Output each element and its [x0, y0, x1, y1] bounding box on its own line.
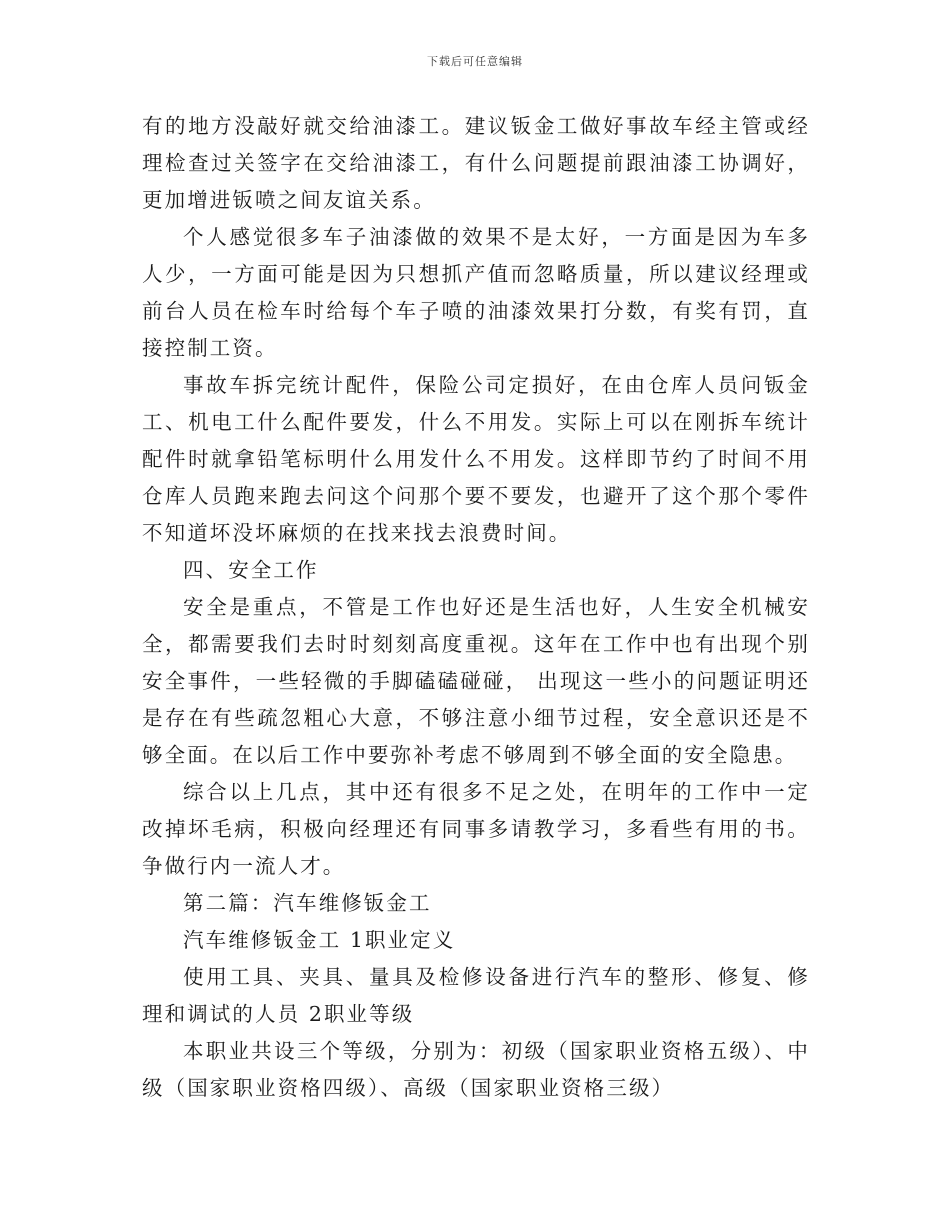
subheading: 汽车维修钣金工 1职业定义: [183, 928, 456, 952]
paragraph: 个人感觉很多车子油漆做的效果不是太好，一方面是因为车多人少，一方面可能是因为只想抓产值而忽略质量，所以建议经理或前台人员在检车时给每个车子喷的油漆效果打分数，有奖有罚，直接控制工资。: [142, 225, 810, 360]
page-header: 下载后可任意编辑: [427, 55, 523, 68]
paragraph: 综合以上几点，其中还有很多不足之处，在明年的工作中一定改掉坏毛病，积极向经理还有同事多请教学习，多看些有用的书。争做行内一流人才。: [142, 780, 810, 878]
section-heading: 四、安全工作: [183, 558, 319, 582]
paragraph: 使用工具、夹具、量具及检修设备进行汽车的整形、修复、修理和调试的人员 2职业等级: [142, 965, 810, 1026]
paragraph: 本职业共设三个等级，分别为：初级（国家职业资格五级）、中级（国家职业资格四级）、高级（国家职业资格三级）: [142, 1039, 810, 1100]
paragraph: 有的地方没敲好就交给油漆工。建议钣金工做好事故车经主管或经理检查过关签字在交给油漆工，有什么问题提前跟油漆工协调好，更加增进钣喷之间友谊关系。: [142, 114, 810, 212]
paragraph: 事故车拆完统计配件，保险公司定损好，在由仓库人员问钣金工、机电工什么配件要发，什么不用发。实际上可以在刚拆车统计配件时就拿铅笔标明什么用发什么不用发。这样即节约了时间不用仓库人员跑来跑去问这个问那个要不要发，也避开了这个那个零件不知道坏没坏麻烦的在找来找去浪费时间。: [142, 373, 810, 545]
paragraph: 安全是重点，不管是工作也好还是生活也好，人生安全机械安全，都需要我们去时时刻刻高度重视。这年在工作中也有出现个别安全事件，一些轻微的手脚磕磕碰碰， 出现这一些小的问题证明还是存在有些疏忽粗心大意，不够注意小细节过程，安全意识还是不够全面。在以后工作中要弥补考虑不够周到不够全面的安全隐患。: [142, 595, 810, 767]
chapter-title: 第二篇：汽车维修钣金工: [183, 891, 432, 915]
document-body: [142, 108, 810, 1107]
